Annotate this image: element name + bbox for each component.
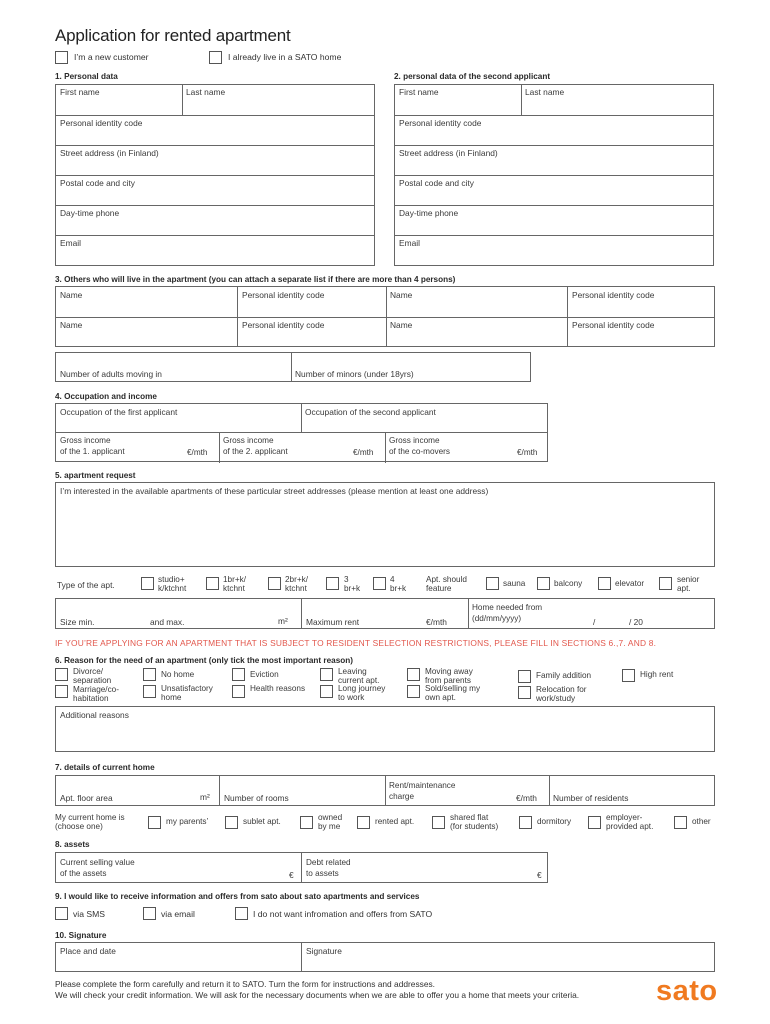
postal-code-field[interactable]: Postal code and city — [60, 178, 135, 188]
dormitory-label: dormitory — [537, 817, 572, 826]
other-label: other — [692, 817, 711, 826]
existing-customer-label: I already live in a SATO home — [228, 52, 342, 62]
email-offers-checkbox[interactable] — [143, 907, 156, 920]
assets-box — [55, 852, 548, 883]
size-max-field[interactable]: and max. — [150, 617, 185, 627]
floor-area-unit: m² — [200, 792, 210, 802]
section-4-heading: 4. Occupation and income — [55, 392, 157, 401]
elevator-label: elevator — [615, 579, 645, 588]
rented-checkbox[interactable] — [357, 816, 370, 829]
current-home-label: My current home is (choose one) — [55, 813, 125, 831]
size-rent-box — [55, 598, 715, 629]
journey-label: Long journey to work — [338, 684, 386, 702]
owned-label: owned by me — [318, 813, 343, 831]
sublet-label: sublet apt. — [243, 817, 281, 826]
1br-label: 1br+k/ ktchnt — [223, 575, 246, 593]
income-1-unit: €/mth — [187, 448, 208, 457]
journey-checkbox[interactable] — [320, 685, 333, 698]
health-checkbox[interactable] — [232, 685, 245, 698]
other-1-name-field[interactable]: Name — [60, 290, 83, 300]
section-8-heading: 8. assets — [55, 840, 90, 849]
studio-label: studio+ k/ktchnt — [158, 575, 187, 593]
adults-field[interactable]: Number of adults moving in — [60, 369, 162, 379]
divorce-checkbox[interactable] — [55, 668, 68, 681]
sauna-label: sauna — [503, 579, 526, 588]
family-checkbox[interactable] — [518, 670, 531, 683]
first-name-field[interactable]: First name — [60, 87, 100, 97]
sato-logo: sato — [656, 975, 718, 1007]
4br-label: 4 br+k — [390, 575, 407, 593]
page-title: Application for rented apartment — [55, 26, 291, 45]
section-7-heading: 7. details of current home — [55, 763, 155, 772]
no-home-checkbox[interactable] — [143, 668, 156, 681]
sublet-checkbox[interactable] — [225, 816, 238, 829]
footer-instructions: Please complete the form carefully and return it to SATO. Turn the form for instructions and addresses. We will check your credit information. We will ask for the necessary documents when we are able to offer you a home that meets your criteria. — [55, 979, 580, 1000]
selling-value-field[interactable]: Current selling value of the assets — [60, 858, 135, 878]
eviction-checkbox[interactable] — [232, 668, 245, 681]
minors-field[interactable]: Number of minors (under 18yrs) — [295, 369, 414, 379]
feature-label: Apt. should feature — [426, 575, 467, 593]
second-first-name-field[interactable]: First name — [399, 87, 439, 97]
balcony-checkbox[interactable] — [537, 577, 550, 590]
income-2-unit: €/mth — [353, 448, 374, 457]
street-address-field[interactable]: Street address (in Finland) — [60, 148, 159, 158]
date-separator: / — [593, 617, 596, 627]
other-4-pid-field[interactable]: Personal identity code — [572, 320, 655, 330]
3br-checkbox[interactable] — [326, 577, 339, 590]
other-4-name-field[interactable]: Name — [390, 320, 413, 330]
income-3-field[interactable]: Gross income of the co-movers — [389, 436, 450, 456]
additional-reasons-label: Additional reasons — [60, 710, 129, 720]
second-email-field[interactable]: Email — [399, 238, 420, 248]
shared-label: shared flat (for students) — [450, 813, 499, 831]
place-date-field[interactable]: Place and date — [60, 946, 116, 956]
section-1-heading: 1. Personal data — [55, 72, 118, 81]
max-rent-field[interactable]: Maximum rent — [306, 617, 360, 627]
occupation-box — [55, 403, 548, 462]
debt-field[interactable]: Debt related to assets — [306, 858, 351, 878]
unsatisfactory-checkbox[interactable] — [143, 685, 156, 698]
2br-checkbox[interactable] — [268, 577, 281, 590]
3br-label: 3 br+k — [344, 575, 361, 593]
occupation-2-field[interactable]: Occupation of the second applicant — [305, 407, 436, 417]
current-home-box — [55, 775, 715, 806]
divorce-label: Divorce/ separation — [73, 667, 112, 685]
selling-value-unit: € — [289, 870, 294, 880]
sms-checkbox[interactable] — [55, 907, 68, 920]
income-1-field[interactable]: Gross income of the 1. applicant — [60, 436, 125, 456]
existing-customer-checkbox[interactable] — [209, 51, 222, 64]
second-last-name-field[interactable]: Last name — [525, 87, 565, 97]
moving-checkbox[interactable] — [407, 668, 420, 681]
senior-label: senior apt. — [677, 575, 700, 593]
owned-checkbox[interactable] — [300, 816, 313, 829]
second-street-address-field[interactable]: Street address (in Finland) — [399, 148, 498, 158]
family-label: Family addition — [536, 671, 592, 680]
second-postal-code-field[interactable]: Postal code and city — [399, 178, 474, 188]
1br-checkbox[interactable] — [206, 577, 219, 590]
rent-charge-field[interactable]: Rent/maintenance charge — [389, 781, 456, 801]
shared-checkbox[interactable] — [432, 816, 445, 829]
size-unit: m² — [278, 616, 288, 626]
balcony-label: balcony — [554, 579, 583, 588]
moving-label: Moving away from parents — [425, 667, 473, 685]
personal-data-box — [55, 84, 375, 266]
floor-area-field[interactable]: Apt. floor area — [60, 793, 113, 803]
selection-notice: IF YOU’RE APPLYING FOR AN APARTMENT THAT IS SUBJECT TO RESIDENT SELECTION RESTRICTIONS, PLEASE FILL IN SECTIONS 6.,7. AND 8. — [55, 638, 657, 648]
marriage-checkbox[interactable] — [55, 685, 68, 698]
sold-checkbox[interactable] — [407, 685, 420, 698]
leaving-label: Leaving current apt. — [338, 667, 380, 685]
elevator-checkbox[interactable] — [598, 577, 611, 590]
second-phone-field[interactable]: Day-time phone — [399, 208, 459, 218]
new-customer-label: I’m a new customer — [74, 52, 149, 62]
debt-unit: € — [537, 870, 542, 880]
street-request-box[interactable] — [55, 482, 715, 567]
household-count-box — [55, 352, 531, 382]
employer-checkbox[interactable] — [588, 816, 601, 829]
identity-code-field[interactable]: Personal identity code — [60, 118, 143, 128]
income-3-unit: €/mth — [517, 448, 538, 457]
senior-checkbox[interactable] — [659, 577, 672, 590]
signature-field[interactable]: Signature — [306, 946, 342, 956]
rented-label: rented apt. — [375, 817, 415, 826]
section-6-heading: 6. Reason for the need of an apartment (only tick the most important reason) — [55, 656, 353, 665]
leaving-checkbox[interactable] — [320, 668, 333, 681]
dormitory-checkbox[interactable] — [519, 816, 532, 829]
street-request-label: I’m interested in the available apartments of these particular street addresses (please mention at least one address) — [60, 486, 489, 496]
second-applicant-box — [394, 84, 714, 266]
eviction-label: Eviction — [250, 670, 279, 679]
rooms-field[interactable]: Number of rooms — [224, 793, 289, 803]
section-9-heading: 9. I would like to receive information and offers from sato about sato apartments and services — [55, 892, 420, 901]
second-identity-code-field[interactable]: Personal identity code — [399, 118, 482, 128]
email-field[interactable]: Email — [60, 238, 81, 248]
health-label: Health reasons — [250, 684, 306, 693]
no-offers-checkbox[interactable] — [235, 907, 248, 920]
employer-label: employer- provided apt. — [606, 813, 654, 831]
other-2-name-field[interactable]: Name — [390, 290, 413, 300]
2br-label: 2br+k/ ktchnt — [285, 575, 308, 593]
section-2-heading: 2. personal data of the second applicant — [394, 72, 551, 81]
no-home-label: No home — [161, 670, 195, 679]
others-box — [55, 286, 715, 347]
marriage-label: Marriage/co- habitation — [73, 685, 119, 703]
other-3-name-field[interactable]: Name — [60, 320, 83, 330]
apt-type-label: Type of the apt. — [57, 580, 115, 590]
other-3-pid-field[interactable]: Personal identity code — [242, 320, 325, 330]
sauna-checkbox[interactable] — [486, 577, 499, 590]
section-5-heading: 5. apartment request — [55, 471, 136, 480]
no-offers-label: I do not want infromation and offers from SATO — [253, 909, 433, 919]
additional-reasons-box[interactable] — [55, 706, 715, 752]
high-rent-label: High rent — [640, 670, 674, 679]
date-year: / 20 — [629, 617, 643, 627]
residents-field[interactable]: Number of residents — [553, 793, 629, 803]
size-min-field[interactable]: Size min. — [60, 617, 95, 627]
high-rent-checkbox[interactable] — [622, 669, 635, 682]
relocation-label: Relocation for work/study — [536, 685, 587, 703]
sms-label: via SMS — [73, 909, 105, 919]
other-1-pid-field[interactable]: Personal identity code — [242, 290, 325, 300]
rent-charge-unit: €/mth — [516, 793, 537, 803]
sold-label: Sold/selling my own apt. — [425, 684, 481, 702]
email-offers-label: via email — [161, 909, 195, 919]
income-2-field[interactable]: Gross income of the 2. applicant — [223, 436, 288, 456]
4br-checkbox[interactable] — [373, 577, 386, 590]
unsatisfactory-label: Unsatisfactory home — [161, 684, 213, 702]
last-name-field[interactable]: Last name — [186, 87, 226, 97]
section-10-heading: 10. Signature — [55, 931, 107, 940]
max-rent-unit: €/mth — [426, 617, 447, 627]
phone-field[interactable]: Day-time phone — [60, 208, 120, 218]
parents-checkbox[interactable] — [148, 816, 161, 829]
other-checkbox[interactable] — [674, 816, 687, 829]
signature-box — [55, 942, 715, 972]
other-2-pid-field[interactable]: Personal identity code — [572, 290, 655, 300]
section-3-heading: 3. Others who will live in the apartment (you can attach a separate list if there are more than 4 persons) — [55, 275, 456, 284]
occupation-1-field[interactable]: Occupation of the first applicant — [60, 407, 178, 417]
home-needed-field[interactable]: Home needed from (dd/mm/yyyy) — [472, 603, 543, 623]
parents-label: my parents’ — [166, 817, 209, 826]
new-customer-checkbox[interactable] — [55, 51, 68, 64]
studio-checkbox[interactable] — [141, 577, 154, 590]
relocation-checkbox[interactable] — [518, 686, 531, 699]
